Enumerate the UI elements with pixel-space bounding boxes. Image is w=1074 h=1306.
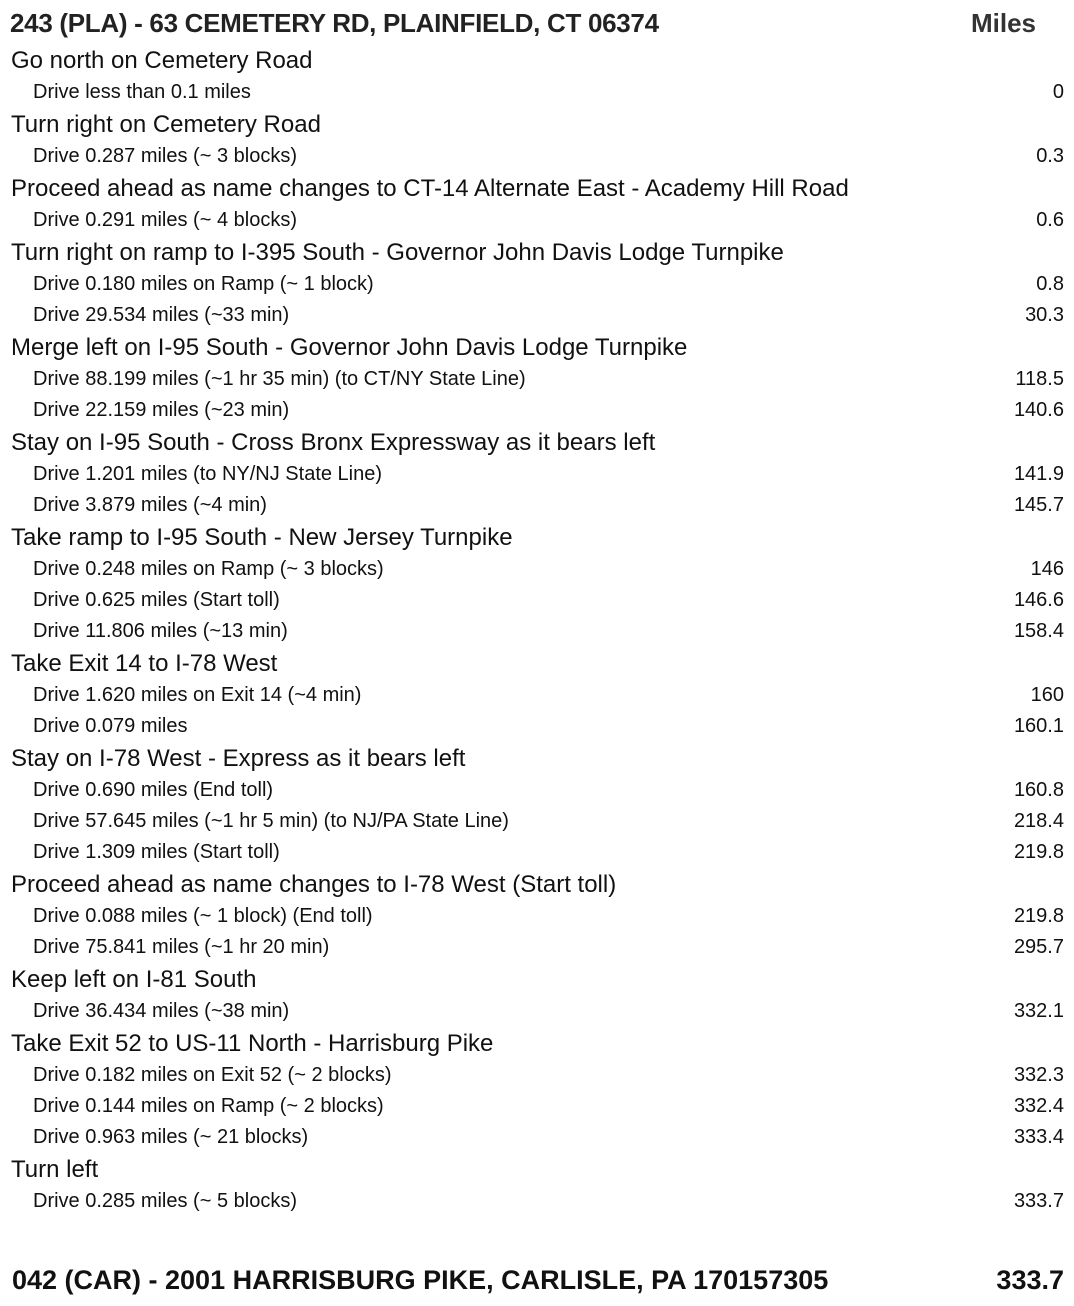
origin-address: 243 (PLA) - 63 CEMETERY RD, PLAINFIELD, CT 06374 (10, 7, 659, 38)
total-miles: 333.7 (996, 1264, 1064, 1295)
cumulative-miles: 160.8 (1013, 779, 1064, 801)
leg-description: Drive 0.182 miles on Exit 52 (~ 2 blocks) (33, 1064, 392, 1086)
drive-leg (0, 616, 1074, 647)
cumulative-miles: 141.9 (1013, 463, 1064, 485)
drive-leg (0, 775, 1074, 806)
drive-leg (0, 205, 1074, 236)
cumulative-miles: 140.6 (1013, 399, 1064, 421)
leg-description: Drive 1.309 miles (Start toll) (33, 841, 280, 863)
leg-description: Drive 75.841 miles (~1 hr 20 min) (33, 936, 330, 958)
drive-leg (0, 711, 1074, 742)
direction-step: Stay on I-95 South - Cross Bronx Expressway as it bears left (11, 429, 656, 456)
cumulative-miles: 0.8 (1036, 273, 1064, 295)
leg-description: Drive 0.088 miles (~ 1 block) (End toll) (33, 905, 373, 927)
leg-description: Drive 0.079 miles (33, 715, 188, 737)
direction-step: Keep left on I-81 South (11, 966, 257, 993)
cumulative-miles: 219.8 (1013, 841, 1064, 863)
cumulative-miles: 160 (1030, 684, 1064, 706)
drive-leg (0, 996, 1074, 1027)
drive-leg (0, 1186, 1074, 1217)
leg-description: Drive 0.285 miles (~ 5 blocks) (33, 1190, 297, 1212)
destination-address: 042 (CAR) - 2001 HARRISBURG PIKE, CARLISLE, PA 170157305 (12, 1264, 829, 1295)
leg-description: Drive 1.201 miles (to NY/NJ State Line) (33, 463, 383, 485)
leg-description: Drive 22.159 miles (~23 min) (33, 399, 290, 421)
direction-step: Take ramp to I-95 South - New Jersey Turnpike (11, 524, 513, 551)
leg-description: Drive 0.287 miles (~ 3 blocks) (33, 145, 297, 167)
leg-description: Drive 0.144 miles on Ramp (~ 2 blocks) (33, 1095, 384, 1117)
direction-step: Go north on Cemetery Road (11, 47, 313, 74)
leg-description: Drive 0.963 miles (~ 21 blocks) (33, 1126, 309, 1148)
leg-description: Drive 0.248 miles on Ramp (~ 3 blocks) (33, 558, 384, 580)
leg-description: Drive 0.180 miles on Ramp (~ 1 block) (33, 273, 374, 295)
cumulative-miles: 332.4 (1013, 1095, 1064, 1117)
direction-step: Proceed ahead as name changes to I-78 West (Start toll) (11, 871, 617, 898)
cumulative-miles: 0 (1052, 81, 1064, 103)
cumulative-miles: 218.4 (1013, 810, 1064, 832)
drive-leg (0, 459, 1074, 490)
drive-leg (0, 1091, 1074, 1122)
cumulative-miles: 146 (1030, 558, 1064, 580)
drive-leg (0, 300, 1074, 331)
leg-description: Drive 36.434 miles (~38 min) (33, 1000, 290, 1022)
drive-leg (0, 77, 1074, 108)
leg-description: Drive 57.645 miles (~1 hr 5 min) (to NJ/PA State Line) (33, 810, 509, 832)
leg-description: Drive 3.879 miles (~4 min) (33, 494, 267, 516)
drive-leg (0, 141, 1074, 172)
drive-leg (0, 932, 1074, 963)
direction-step: Proceed ahead as name changes to CT-14 Alternate East - Academy Hill Road (11, 175, 849, 202)
drive-leg (0, 585, 1074, 616)
drive-leg (0, 901, 1074, 932)
leg-description: Drive 29.534 miles (~33 min) (33, 304, 290, 326)
leg-description: Drive 11.806 miles (~13 min) (33, 620, 288, 642)
drive-leg (0, 490, 1074, 521)
directions-list (0, 44, 1074, 1217)
cumulative-miles: 0.6 (1036, 209, 1064, 231)
cumulative-miles: 158.4 (1013, 620, 1064, 642)
direction-step: Turn left (11, 1156, 99, 1183)
cumulative-miles: 333.4 (1013, 1126, 1064, 1148)
cumulative-miles: 146.6 (1013, 589, 1064, 611)
drive-leg (0, 269, 1074, 300)
cumulative-miles: 332.3 (1013, 1064, 1064, 1086)
cumulative-miles: 118.5 (1015, 368, 1064, 390)
direction-step: Turn right on ramp to I-395 South - Governor John Davis Lodge Turnpike (11, 239, 784, 266)
leg-description: Drive 0.690 miles (End toll) (33, 779, 274, 801)
drive-leg (0, 806, 1074, 837)
leg-description: Drive 0.291 miles (~ 4 blocks) (33, 209, 297, 231)
cumulative-miles: 0.3 (1036, 145, 1064, 167)
cumulative-miles: 332.1 (1013, 1000, 1064, 1022)
drive-leg (0, 680, 1074, 711)
cumulative-miles: 145.7 (1013, 494, 1064, 516)
direction-step: Turn right on Cemetery Road (11, 111, 321, 138)
cumulative-miles: 295.7 (1013, 936, 1064, 958)
drive-leg (0, 837, 1074, 868)
drive-leg (0, 395, 1074, 426)
cumulative-miles: 160.1 (1013, 715, 1064, 737)
drive-leg (0, 1060, 1074, 1091)
route-footer (12, 1261, 1064, 1299)
direction-step: Merge left on I-95 South - Governor John Davis Lodge Turnpike (11, 334, 688, 361)
cumulative-miles: 333.7 (1013, 1190, 1064, 1212)
cumulative-miles: 219.8 (1013, 905, 1064, 927)
cumulative-miles: 30.3 (1025, 304, 1064, 326)
leg-description: Drive 88.199 miles (~1 hr 35 min) (to CT/NY State Line) (33, 368, 526, 390)
drive-leg (0, 364, 1074, 395)
direction-step: Take Exit 14 to I-78 West (11, 650, 278, 677)
drive-leg (0, 1122, 1074, 1153)
miles-column-header: Miles (970, 7, 1036, 38)
leg-description: Drive 1.620 miles on Exit 14 (~4 min) (33, 684, 362, 706)
route-header (10, 4, 1038, 42)
direction-step: Take Exit 52 to US-11 North - Harrisburg Pike (11, 1030, 494, 1057)
leg-description: Drive 0.625 miles (Start toll) (33, 589, 280, 611)
drive-leg (0, 554, 1074, 585)
direction-step: Stay on I-78 West - Express as it bears left (11, 745, 466, 772)
leg-description: Drive less than 0.1 miles (33, 81, 251, 103)
